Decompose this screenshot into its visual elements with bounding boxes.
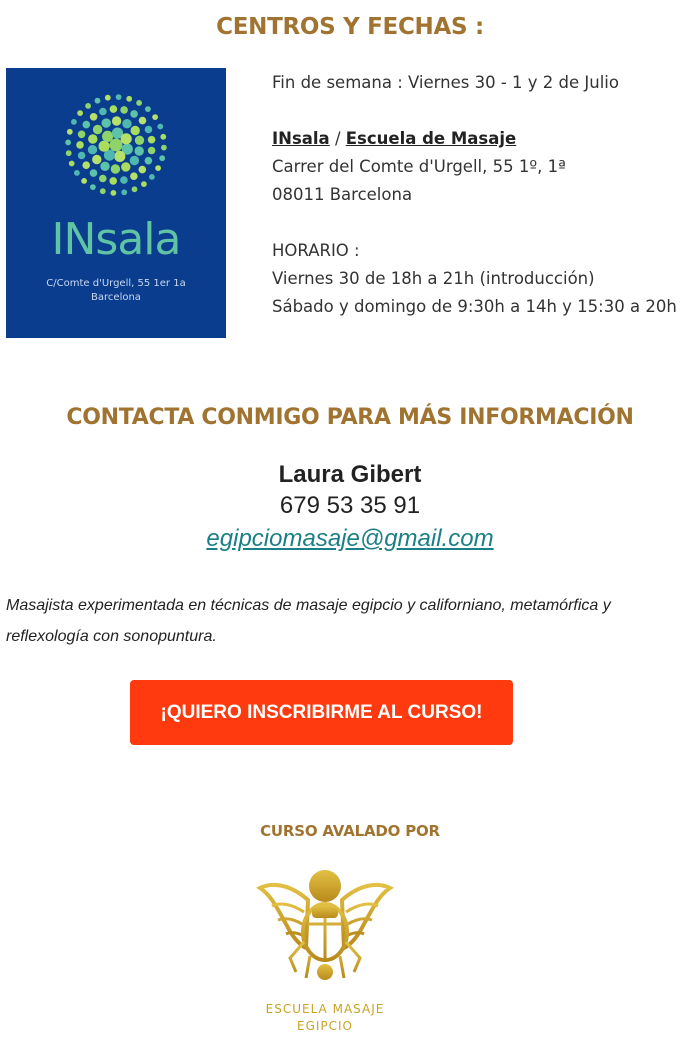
logo-dot	[148, 136, 156, 144]
logo-dot	[109, 177, 117, 185]
logo-dot	[121, 189, 127, 195]
logo-dot	[139, 166, 147, 174]
logo-dot	[78, 152, 86, 160]
logo-dot	[136, 100, 142, 106]
logo-dot	[77, 110, 83, 116]
logo-dot	[121, 133, 132, 144]
logo-dot	[88, 134, 97, 143]
logo-dot	[120, 176, 128, 184]
logo-dot	[88, 145, 97, 154]
logo-dot	[122, 119, 131, 128]
horario-label: HORARIO :	[272, 241, 360, 260]
winged-scarab-icon	[250, 862, 400, 1002]
logo-dot	[148, 147, 156, 155]
logo-dot	[65, 140, 71, 146]
logo-dot	[126, 96, 132, 102]
logo-dot	[99, 175, 107, 183]
logo-dot	[83, 121, 91, 129]
logo-dot	[135, 146, 144, 155]
logo-dot	[145, 106, 151, 112]
logo-dot	[82, 161, 90, 169]
logo-dot	[93, 125, 102, 134]
contact-name: Laura Gibert	[278, 461, 422, 488]
logo-dot	[145, 126, 153, 134]
escuela-masaje-logo	[250, 862, 400, 1037]
venue-separator: /	[329, 129, 346, 148]
logo-dot	[155, 165, 161, 171]
logo-dot	[71, 119, 77, 125]
venue-city: 08011 Barcelona	[272, 185, 413, 204]
logo-dot	[132, 186, 138, 192]
insala-logo-word: INsala	[51, 214, 181, 265]
logo-dot	[95, 98, 101, 104]
logo-dot	[99, 141, 110, 152]
venue-line	[272, 125, 692, 153]
logo-dot	[120, 106, 128, 114]
horario-viernes: Viernes 30 de 18h a 21h (introducción)	[272, 269, 595, 288]
bio-text: Masajista experimentada en técnicas de masaje egipcio y californiano, metamórfica y reflexología con sonopuntura.	[6, 597, 611, 645]
logo-dot	[160, 134, 166, 140]
insala-link[interactable]: INsala	[272, 129, 330, 148]
logo-dot	[121, 162, 130, 171]
escuela-logo-line2: EGIPCIO	[296, 1019, 354, 1033]
event-dates: Fin de semana : Viernes 30 - 1 y 2 de Julio	[272, 73, 619, 92]
logo-dot	[141, 181, 147, 187]
logo-dot	[69, 161, 75, 167]
logo-dot	[152, 114, 158, 120]
logo-dot	[78, 131, 86, 139]
logo-dot	[130, 172, 138, 180]
horario-weekend: Sábado y domingo de 9:30h a 14h y 15:30 a 20h	[272, 297, 677, 316]
contact-email-link[interactable]: egipciomasaje@gmail.com	[206, 525, 494, 552]
logo-dot	[114, 151, 125, 162]
logo-dot	[139, 117, 147, 125]
logo-dot	[157, 124, 163, 130]
logo-dot	[81, 178, 87, 184]
escuela-masaje-link[interactable]: Escuela de Masaje	[345, 129, 517, 148]
logo-dot	[76, 141, 84, 149]
logo-dot	[161, 145, 167, 151]
venue-address: Carrer del Comte d'Urgell, 55 1º, 1ª	[272, 157, 566, 176]
logo-dot	[130, 156, 139, 165]
logo-dot	[90, 113, 98, 121]
logo-dot	[99, 108, 107, 116]
logo-dot	[112, 116, 121, 125]
logo-dot	[102, 131, 113, 142]
insala-logo-city: Barcelona	[91, 292, 141, 303]
logo-dot	[145, 157, 153, 165]
logo-dot	[131, 126, 140, 135]
insala-logo	[6, 68, 226, 338]
logo-dot	[116, 94, 122, 100]
logo-dot	[74, 170, 80, 176]
logo-dot	[100, 188, 106, 194]
enroll-button[interactable]: ¡QUIERO INSCRIBIRME AL CURSO!	[130, 680, 513, 745]
avalado-heading: CURSO AVALADO POR	[260, 822, 440, 840]
logo-dot	[100, 162, 109, 171]
logo-dot	[130, 110, 138, 118]
logo-dot	[110, 105, 118, 113]
logo-dot	[105, 95, 111, 101]
logo-dot	[92, 155, 101, 164]
logo-dot	[159, 155, 165, 161]
logo-dot	[90, 184, 96, 190]
event-info	[272, 69, 692, 321]
logo-dot	[90, 169, 98, 177]
logo-dot	[66, 150, 72, 156]
contact-phone: 679 53 35 91	[279, 492, 421, 519]
logo-dot	[135, 136, 144, 145]
logo-dot	[67, 129, 73, 135]
logo-dot	[111, 190, 117, 196]
logo-dot	[85, 103, 91, 109]
logo-dot	[111, 164, 120, 173]
escuela-logo-line1: ESCUELA MASAJE	[265, 1002, 385, 1016]
centros-heading: CENTROS Y FECHAS :	[216, 14, 484, 40]
logo-dot	[102, 118, 111, 127]
logo-dot	[149, 174, 155, 180]
insala-logo-address: C/Comte d'Urgell, 55 1er 1a	[46, 278, 186, 289]
contacta-heading: CONTACTA CONMIGO PARA MÁS INFORMACIÓN	[66, 405, 634, 430]
